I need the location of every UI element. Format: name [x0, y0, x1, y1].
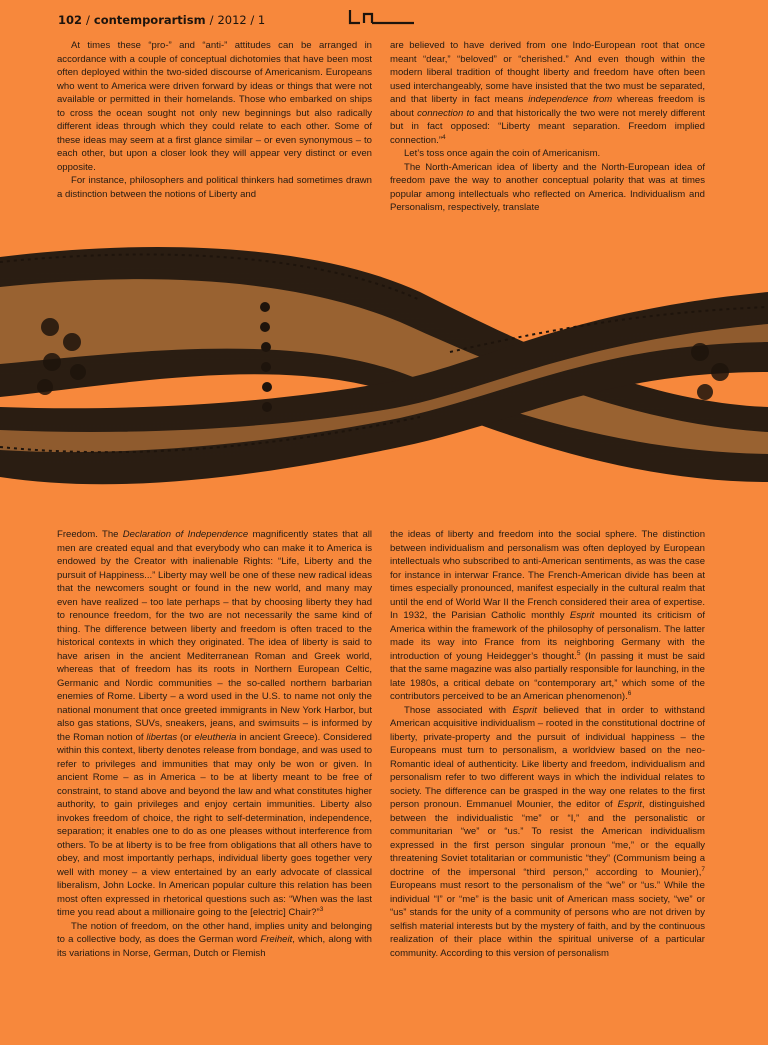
- magazine-name: contemporartism: [93, 13, 206, 27]
- text-run: libertas: [146, 731, 178, 743]
- text-run: Freedom. The: [57, 529, 123, 540]
- footnote-ref: 5: [576, 649, 581, 657]
- paragraph: [57, 920, 372, 961]
- text-run: For instance, philosophers and political thinkers had sometimes drawn a distinction between the notions of Liberty and: [57, 175, 372, 200]
- footnote-ref: 4: [442, 133, 446, 141]
- footnote-ref: 7: [701, 865, 705, 873]
- header-separator-2: /: [209, 13, 214, 27]
- text-run: (In passing it must be said that the same magazine was also partially responsible for launching, in the late 1980s, a critical debate on “contemporary art,” which some of the contributors perceived to be an American phenomenon).: [390, 650, 705, 702]
- crossed-bands-halftone-image: [0, 232, 768, 517]
- text-run: The North-American idea of liberty and the North-European idea of freedom pave the way to another conceptual polarity that was at times popular among intellectuals who reflected on America. Individualism and Personalism, respectively, translate: [390, 161, 705, 213]
- text-run: Freiheit: [260, 934, 293, 945]
- magazine-logo-icon: [348, 8, 414, 26]
- column-top-right: [390, 39, 705, 215]
- footnote-ref: 6: [627, 689, 632, 697]
- text-run: connection to: [417, 107, 475, 119]
- text-run: and that historically the two were not merely different but in fact opposed: “Liberty meant separation. Freedom implied connection.”: [390, 107, 706, 146]
- column-bottom-left: [57, 528, 372, 960]
- text-run: (or: [177, 731, 195, 743]
- text-run: The notion of freedom, on the other hand, implies unity and belonging to a collective body, as does the German word: [57, 920, 372, 945]
- text-run: Europeans must resort to the personalism of the “we” or “us.” While the individual “I” or “me” is the basic unit of American mass society, “we” or “us” stands for the unity of a community of persons who are not driven by selfish material interests but by the mystery of faith, and by the continuous realization of their place within the spiritual universe of a particular community. According to this version of personalism: [390, 880, 705, 959]
- text-run: Those associated with: [404, 704, 513, 716]
- text-run: Esprit: [569, 610, 595, 621]
- text-run: Declaration of Independence: [122, 529, 249, 540]
- text-run: independence from: [528, 94, 613, 105]
- text-run: , which, along with its variations in Norse, German, Dutch or Flemish: [57, 934, 372, 959]
- running-header: [58, 10, 265, 30]
- text-run: whereas freedom is about: [390, 94, 705, 119]
- column-top-left: [57, 39, 372, 201]
- issue-number: 2012 / 1: [217, 13, 266, 27]
- header-separator: /: [86, 13, 90, 27]
- text-run: Esprit: [617, 799, 642, 810]
- text-run: Let’s toss once again the coin of Americanism.: [404, 148, 601, 159]
- paragraph: [390, 161, 705, 215]
- text-run: magnificently states that all men are created equal and that everybody who can make it to America is endowed by the Creator with inalienable Rights: “Life, Liberty and the pursuit of Happiness...” Liberty may well be one of these new radical ideas that the newcomers sought or found in the new world, and many may even have realized – too late perhaps – that by choosing liberty they had to renounce freedom, for the two are not necessarily the same kind of thing. The difference between liberty and freedom is often traced to the historical contexts in which they originated. The idea of liberty is said to have arisen in the ancient Mediterranean Roman and Greek world, whereas that of freedom has its roots in Northern European Celtic, Germanic and Nordic communities – the so-called northern barbarian enemies of Rome. Liberty – a word used in the U.S. to name not only the national monument that once greeted immigrants in New York Harbor, but also gas stations, SUVs, sneakers, jeans, and swimsuits – is informed by the Roman notion of: [57, 529, 373, 743]
- paragraph: [57, 39, 372, 174]
- paragraph: [390, 147, 705, 161]
- footnote-ref: 3: [319, 905, 324, 913]
- text-run: are believed to have derived from one Indo-European root that once meant “dear,” “beloved” or “cherished.” And even though within the modern liberal tradition of thought liberty and freedom have often been used interchangeably, some have insisted that the two must be separated, and that liberty in fact means: [390, 40, 705, 105]
- text-run: in ancient Greece). Considered within this context, liberty denotes release from bondage, and was used to refer to privileges and immunities that may only be won or given. In ancient Rome – as in America – to be at liberty meant to be free of constraint, to stand above and beyond the law and what constitutes higher authority, to gain privileges and enjoy certain immunities. Liberty also invokes freedom of choice, the right to self-determination, independence, separation; it enables one to do as one pleases without interference from others. To be at liberty is to be free from obligations that all others have to obey, and most importantly perhaps, individual liberty goes together very well with money – a view entertained by an early advocate of classical liberalism, John Locke. In American popular culture this relation has been most often expressed in rhetorical questions such as: “When was the last time you read about a millionaire going to the [electric] Chair?”: [57, 731, 372, 918]
- paragraph: [57, 528, 372, 920]
- text-run: eleutheria: [194, 731, 237, 743]
- paragraph: [390, 39, 705, 147]
- paragraph: [390, 528, 705, 704]
- text-run: believed that in order to withstand American acquisitive individualism – rooted in the constitutional doctrine of liberty, private-property and the pursuit of individual happiness – the Europeans must turn to personalism, a worldview based on the neo-Romantic ideal of authenticity. Like liberty and freedom, individualism and personalism refer to two different ways in which the individual relates to society. The difference can be grasped in the way one relates to the first person pronoun. Emmanuel Mounier, the editor of: [390, 704, 705, 810]
- paragraph: [390, 704, 705, 961]
- text-run: Esprit: [512, 704, 537, 716]
- column-bottom-right: [390, 528, 705, 960]
- page-number: 102: [58, 13, 83, 27]
- text-run: the ideas of liberty and freedom into the social sphere. The distinction between individualism and personalism was often deployed by European intellectuals who subscribed to anti-American sentiments, as was the case for instance in interwar France. The French-American divide has been at times especially pronounced, manifest especially in the cultural realm that until the end of World War II the French considered their area of expertise. In 1932, the Parisian Catholic monthly: [390, 529, 705, 621]
- text-run: At times these “pro-” and “anti-” attitudes can be arranged in accordance with a couple of conceptual dichotomies that have been most often deployed within the two-sided discourse of Americanism. Europeans who went to America were driven forward by ideas or things that were not available or permitted in their homelands. Those who embarked on ships to cross the ocean sought not only new beginnings but also radically different ideas through which they could relate to each other. Some of these ideas may seem at a first glance similar – or even synonymous – to each other, but upon a closer look they will appear very distinct or even opposite.: [57, 40, 372, 173]
- text-run: mounted its criticism of America within the framework of the philosophy of personalism. The latter made its way into France from its neighboring Germany with the introduction of young Heidegger’s thought.: [390, 610, 705, 662]
- text-run: , distinguished between the individualistic “me” or “I,” and the personalistic or communitarian “we” or “us.” To resist the American individualism expressed in the first person singular pronoun “me,” or the equally threatening Soviet totalitarian or communistic “they” (Communism being a doctrine of the impersonal “third person,” according to Mounier),: [390, 799, 705, 878]
- paragraph: [57, 174, 372, 201]
